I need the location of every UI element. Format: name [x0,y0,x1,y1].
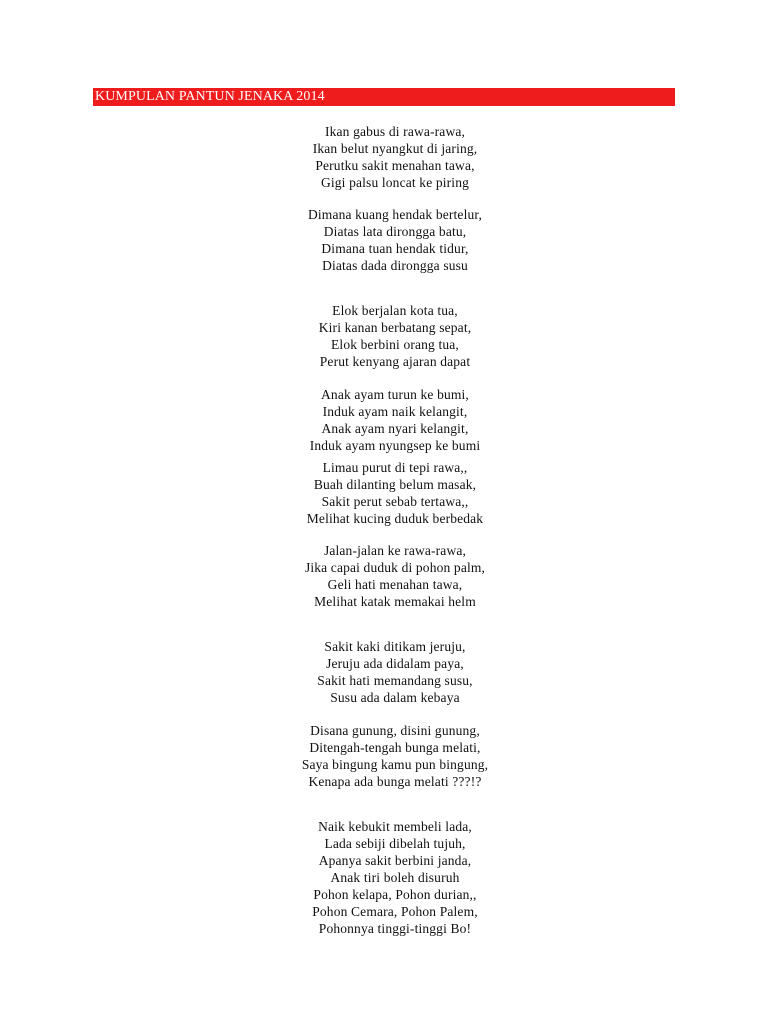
stanza-line: Melihat katak memakai helm [314,594,476,609]
title-banner [93,88,675,106]
stanza-line: Pohon kelapa, Pohon durian,, [313,887,477,902]
stanza-line: Diatas lata dirongga batu, [323,224,467,239]
stanza-7 [230,638,560,706]
stanza-line: Induk ayam nyungsep ke bumi [309,438,481,453]
stanza-line: Pohonnya tinggi-tinggi Bo! [318,921,472,936]
stanza-line: Diatas dada dirongga susu [322,258,468,273]
stanza-line: Elok berbini orang tua, [331,337,459,352]
stanza-line: Perut kenyang ajaran dapat [319,354,471,369]
stanza-4 [230,386,560,454]
stanza-line: Ikan belut nyangkut di jaring, [312,141,478,156]
stanza-line: Ditengah-tengah bunga melati, [309,740,481,755]
stanza-line: Induk ayam naik kelangit, [322,404,468,419]
stanza-line: Pohon Cemara, Pohon Palem, [312,904,478,919]
stanza-line: Geli hati menahan tawa, [327,577,463,592]
stanza-line: Saya bingung kamu pun bingung, [301,757,489,772]
document-title: KUMPULAN PANTUN JENAKA 2014 [95,89,325,104]
stanza-line: Buah dilanting belum masak, [313,477,477,492]
stanza-3 [230,302,560,370]
stanza-line: Dimana kuang hendak bertelur, [308,207,482,222]
stanza-2 [230,206,560,274]
stanza-line: Anak tiri boleh disuruh [330,870,460,885]
stanza-line: Sakit perut sebab tertawa,, [321,494,469,509]
stanza-line: Perutku sakit menahan tawa, [315,158,475,173]
stanza-1 [230,123,560,191]
stanza-line: Melihat kucing duduk berbedak [306,511,484,526]
stanza-line: Limau purut di tepi rawa,, [322,460,468,475]
stanza-line: Disana gunung, disini gunung, [310,723,480,738]
stanza-line: Sakit kaki ditikam jeruju, [324,639,466,654]
stanza-6 [230,542,560,610]
stanza-line: Gigi palsu loncat ke piring [320,175,470,190]
stanza-line: Anak ayam turun ke bumi, [321,387,469,402]
stanza-line: Kenapa ada bunga melati ???!? [308,774,482,789]
stanza-line: Jika capai duduk di pohon palm, [304,560,486,575]
stanza-9 [230,818,560,937]
stanza-line: Anak ayam nyari kelangit, [321,421,469,436]
stanza-line: Ikan gabus di rawa-rawa, [324,124,466,139]
stanza-line: Dimana tuan hendak tidur, [321,241,469,256]
stanza-8 [230,722,560,790]
stanza-line: Sakit hati memandang susu, [317,673,473,688]
stanza-line: Susu ada dalam kebaya [330,690,460,705]
stanza-line: Jeruju ada didalam paya, [326,656,464,671]
stanza-line: Apanya sakit berbini janda, [318,853,472,868]
stanza-5 [230,459,560,527]
stanza-line: Naik kebukit membeli lada, [318,819,472,834]
stanza-line: Lada sebiji dibelah tujuh, [324,836,466,851]
stanza-line: Jalan-jalan ke rawa-rawa, [323,543,467,558]
stanza-line: Elok berjalan kota tua, [332,303,458,318]
stanza-line: Kiri kanan berbatang sepat, [318,320,472,335]
